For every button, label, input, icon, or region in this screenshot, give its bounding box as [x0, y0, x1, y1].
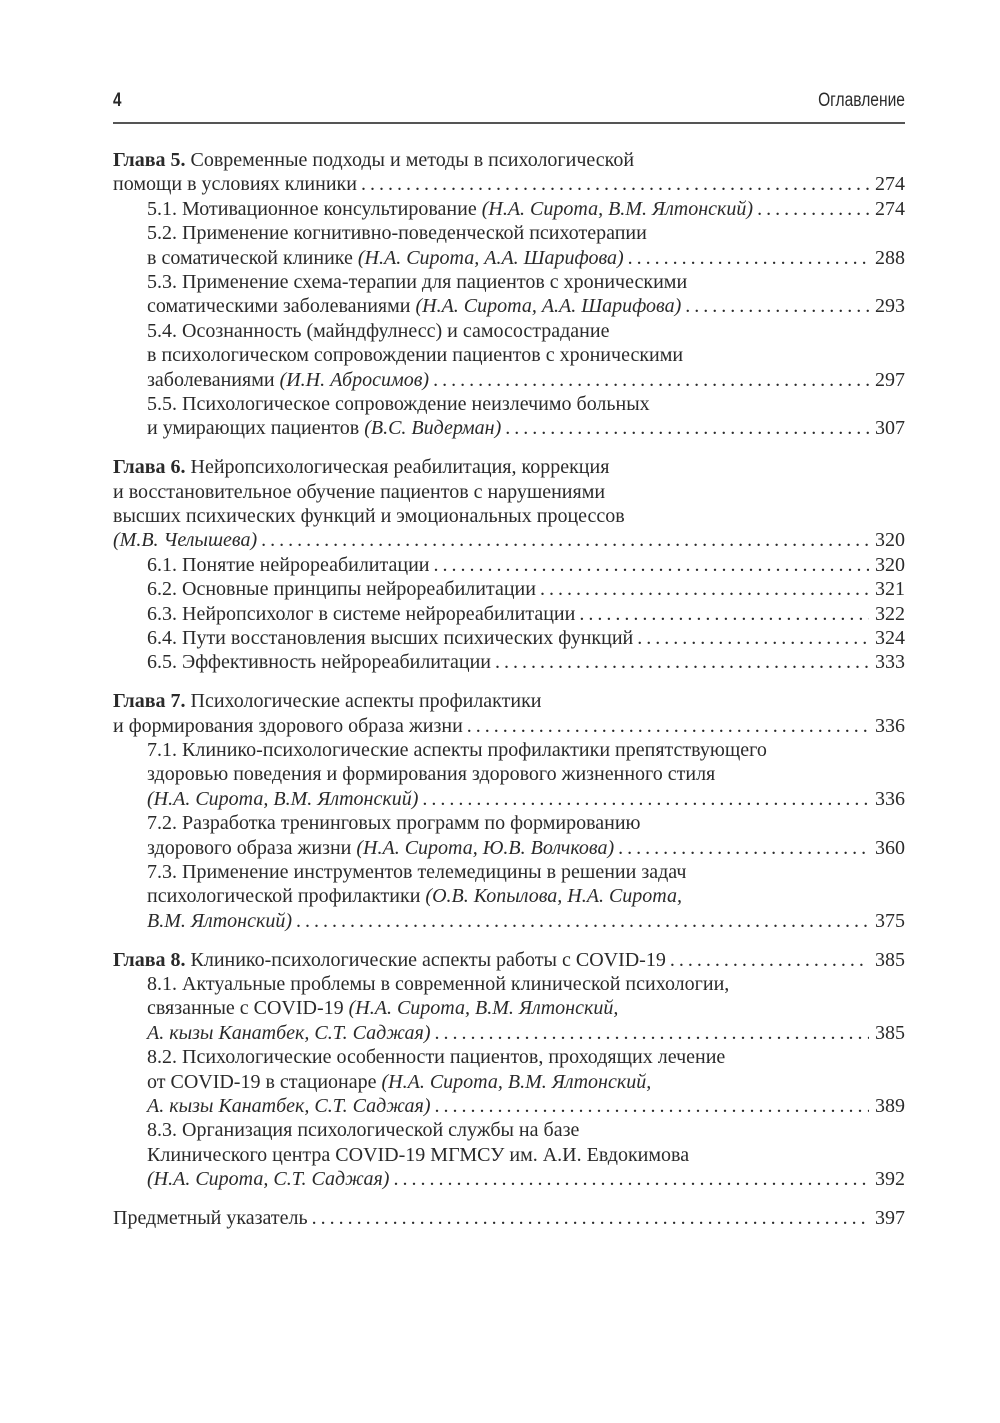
toc-line [113, 1070, 905, 1094]
page-number: 4 [113, 90, 122, 111]
entry-title: в соматической клинике [147, 246, 358, 269]
toc-line [113, 368, 905, 392]
entry-page-number: 288 [875, 246, 905, 269]
toc-line [113, 996, 905, 1020]
entry-title: 5.3. Применение схема-терапии для пациентов с хроническими [147, 270, 688, 293]
toc-line [113, 1045, 905, 1069]
entry-text [147, 787, 418, 811]
entry-text [113, 480, 605, 504]
entry-page-number: 333 [875, 651, 905, 674]
running-title: Оглавление [818, 90, 905, 111]
entry-text [113, 948, 666, 972]
dot-leader [575, 602, 869, 626]
chapter-label: Глава 6. [113, 456, 186, 479]
toc-line [113, 738, 905, 762]
entry-text [147, 392, 650, 416]
entry-page-number: 320 [875, 529, 905, 552]
entry-title: Современные подходы и методы в психологической [190, 149, 635, 171]
entry-text [147, 836, 614, 860]
chapter-label: Глава 5. [113, 149, 186, 171]
toc-subsection-entry[interactable] [113, 577, 905, 601]
entry-page-number: 307 [875, 417, 905, 440]
toc-chapter-entry[interactable] [113, 455, 905, 553]
toc-chapter-entry[interactable] [113, 689, 905, 738]
entry-title: 7.2. Разработка тренинговых программ по формированию [147, 812, 641, 835]
dot-leader [681, 294, 869, 318]
toc-line [113, 762, 905, 786]
entry-title: 8.2. Психологические особенности пациентов, проходящих лечение [147, 1046, 726, 1069]
entry-text [147, 1070, 651, 1094]
toc-section [113, 948, 905, 1192]
entry-page-number: 322 [875, 602, 905, 625]
dot-leader [501, 416, 869, 440]
toc-subsection-entry[interactable] [113, 319, 905, 392]
entry-page-number: 392 [875, 1168, 905, 1191]
dot-leader [308, 1206, 869, 1230]
toc-line [113, 909, 905, 933]
entry-text [147, 319, 609, 343]
entry-title: Нейропсихологическая реабилитация, коррекция [190, 456, 610, 479]
entry-title: 7.3. Применение инструментов телемедицины в решении задач [147, 860, 687, 883]
entry-authors: (Н.А. Сирота, Ю.В. Волчкова) [356, 836, 615, 859]
entry-authors: (Н.А. Сирота, В.М. Ялтонский, [381, 1070, 652, 1093]
entry-page-number: 397 [875, 1207, 905, 1230]
toc-line [113, 1167, 905, 1191]
entry-text [147, 416, 501, 440]
toc-section [113, 148, 905, 441]
toc-line [113, 714, 905, 738]
entry-title: Клинического центра COVID-19 МГМСУ им. А.И. Евдокимова [147, 1143, 690, 1166]
entry-page-number: 375 [875, 909, 905, 932]
toc-line [113, 860, 905, 884]
toc-line [113, 1021, 905, 1045]
entry-title: Предметный указатель [113, 1207, 308, 1230]
dot-leader [614, 836, 869, 860]
entry-authors: (Н.А. Сирота, А.А. Шарифова) [415, 295, 682, 318]
entry-authors: (Н.А. Сирота, В.М. Ялтонский, [348, 997, 619, 1020]
toc-line [113, 836, 905, 860]
entry-title: 6.1. Понятие нейрореабилитации [147, 553, 430, 576]
toc-subsection-entry[interactable] [113, 270, 905, 319]
entry-text [113, 504, 625, 528]
entry-text [147, 1094, 431, 1118]
dot-leader [536, 577, 869, 601]
dot-leader [753, 197, 869, 221]
entry-title: и восстановительное обучение пациентов с нарушениями [113, 480, 606, 503]
entry-page-number: 320 [875, 553, 905, 576]
dot-leader [463, 714, 869, 738]
toc-subsection-entry[interactable] [113, 553, 905, 577]
entry-title: 5.4. Осознанность (майндфулнесс) и самосострадание [147, 319, 610, 342]
entry-page-number: 324 [875, 626, 905, 649]
entry-text [147, 197, 753, 221]
entry-text [147, 996, 618, 1020]
toc-line [113, 689, 905, 713]
toc-subsection-entry[interactable] [113, 738, 905, 811]
toc-line [113, 270, 905, 294]
toc-line [113, 1143, 905, 1167]
entry-page-number: 336 [875, 714, 905, 737]
entry-text [113, 528, 257, 552]
entry-text [147, 811, 641, 835]
entry-page-number: 389 [875, 1094, 905, 1117]
entry-text [147, 343, 683, 367]
toc-line [113, 528, 905, 552]
toc-line [113, 553, 905, 577]
entry-text [113, 714, 463, 738]
toc-line [113, 319, 905, 343]
entry-page-number: 293 [875, 295, 905, 318]
entry-page-number: 385 [875, 948, 905, 971]
entry-authors: (М.В. Челышева) [113, 529, 258, 552]
entry-title: от COVID-19 в стационаре [147, 1070, 382, 1093]
entry-authors: (Н.А. Сирота, С.Т. Саджая) [147, 1168, 390, 1191]
entry-text [147, 1045, 725, 1069]
entry-text [147, 1167, 389, 1191]
toc-line [113, 972, 905, 996]
entry-text [147, 1143, 689, 1167]
entry-text [147, 650, 491, 674]
entry-title: в психологическом сопровождении пациентов с хроническими [147, 344, 684, 367]
entry-title: соматическими заболеваниями [147, 295, 416, 318]
entry-text [147, 762, 715, 786]
toc-line [113, 650, 905, 674]
entry-title: 6.3. Нейропсихолог в системе нейрореабилитации [147, 602, 576, 625]
toc-line [113, 246, 905, 270]
entry-text [147, 270, 687, 294]
entry-text [147, 1118, 579, 1142]
entry-page-number: 321 [875, 578, 905, 601]
dot-leader [418, 787, 869, 811]
toc-line [113, 416, 905, 440]
entry-authors: (О.В. Копылова, Н.А. Сирота, [425, 885, 682, 908]
dot-leader [624, 246, 869, 270]
entry-authors: (Н.А. Сирота, В.М. Ялтонский) [147, 787, 419, 810]
toc-line [113, 392, 905, 416]
chapter-label: Глава 8. [113, 948, 186, 971]
entry-text [147, 221, 647, 245]
chapter-label: Глава 7. [113, 690, 186, 713]
toc-subsection-entry[interactable] [113, 197, 905, 221]
entry-page-number: 336 [875, 787, 905, 810]
entry-title: заболеваниями [147, 368, 280, 391]
entry-text [113, 455, 609, 479]
entry-title: здорового образа жизни [147, 836, 357, 859]
entry-title: 8.1. Актуальные проблемы в современной клинической психологии, [147, 973, 730, 995]
toc-section [113, 689, 905, 933]
dot-leader [429, 368, 869, 392]
toc-chapter-entry[interactable] [113, 948, 905, 972]
entry-text [147, 602, 575, 626]
toc-line [113, 197, 905, 221]
toc-line [113, 948, 905, 972]
toc-subsection-entry[interactable] [113, 602, 905, 626]
entry-title: 6.5. Эффективность нейрореабилитации [147, 651, 491, 674]
entry-text [113, 1206, 308, 1230]
entry-text [147, 972, 729, 996]
entry-title: высших психических функций и эмоциональных процессов [113, 504, 625, 527]
toc-subsection-entry[interactable] [113, 221, 905, 270]
entry-authors: (Н.А. Сирота, В.М. Ялтонский) [481, 197, 754, 220]
toc-chapter-entry[interactable] [113, 148, 905, 197]
entry-page-number: 274 [875, 173, 905, 196]
toc-line [113, 172, 905, 196]
toc-subsection-entry[interactable] [113, 860, 905, 933]
toc-line [113, 787, 905, 811]
toc-line [113, 343, 905, 367]
entry-text [147, 294, 681, 318]
dot-leader [292, 909, 869, 933]
entry-title: психологической профилактики [147, 885, 426, 908]
dot-leader [431, 1021, 870, 1045]
toc-subsection-entry[interactable] [113, 972, 905, 1045]
entry-text [147, 368, 429, 392]
entry-page-number: 297 [875, 368, 905, 391]
running-header [113, 88, 905, 124]
entry-title: и формирования здорового образа жизни [113, 714, 463, 737]
toc-line [113, 577, 905, 601]
table-of-contents [113, 148, 905, 1245]
entry-text [147, 626, 633, 650]
entry-authors: А. кызы Канатбек, С.Т. Саджая) [147, 1094, 431, 1117]
dot-leader [633, 626, 869, 650]
dot-leader [357, 172, 869, 196]
entry-text [147, 577, 536, 601]
toc-line [113, 884, 905, 908]
dot-leader [429, 553, 869, 577]
entry-text [147, 884, 682, 908]
toc-subsection-entry[interactable] [113, 392, 905, 441]
entry-text [113, 172, 357, 196]
entry-title: 6.2. Основные принципы нейрореабилитации [147, 578, 536, 601]
entry-text [147, 738, 767, 762]
toc-line [113, 602, 905, 626]
entry-title: 5.1. Мотивационное консультирование [147, 197, 482, 220]
toc-line [113, 1206, 905, 1230]
toc-section [113, 455, 905, 675]
entry-title: 8.3. Организация психологической службы на базе [147, 1119, 580, 1142]
toc-chapter-entry[interactable] [113, 1206, 905, 1230]
entry-title: Психологические аспекты профилактики [190, 690, 542, 713]
entry-page-number: 274 [875, 197, 905, 220]
entry-text [113, 689, 542, 713]
toc-line [113, 1094, 905, 1118]
toc-line [113, 1118, 905, 1142]
toc-line [113, 294, 905, 318]
entry-authors: (Н.А. Сирота, А.А. Шарифова) [357, 246, 624, 269]
toc-line [113, 811, 905, 835]
entry-title: помощи в условиях клиники [113, 173, 357, 196]
toc-subsection-entry[interactable] [113, 1045, 905, 1118]
entry-authors: А. кызы Канатбек, С.Т. Саджая) [147, 1021, 431, 1044]
dot-leader [491, 650, 869, 674]
entry-title: здоровью поведения и формирования здорового жизненного стиля [147, 763, 716, 786]
entry-authors: (В.С. Видерман) [364, 417, 502, 440]
entry-page-number: 360 [875, 836, 905, 859]
toc-subsection-entry[interactable] [113, 811, 905, 860]
entry-title: и умирающих пациентов [147, 417, 365, 440]
toc-subsection-entry[interactable] [113, 650, 905, 674]
toc-subsection-entry[interactable] [113, 626, 905, 650]
entry-title: Клинико-психологические аспекты работы с COVID-19 [190, 948, 666, 971]
entry-text [147, 553, 429, 577]
entry-text [147, 909, 292, 933]
entry-page-number: 385 [875, 1021, 905, 1044]
toc-section [113, 1206, 905, 1230]
entry-text [113, 148, 634, 172]
toc-line [113, 504, 905, 528]
toc-subsection-entry[interactable] [113, 1118, 905, 1191]
entry-title: 5.5. Психологическое сопровождение неизлечимо больных [147, 392, 650, 415]
dot-leader [257, 528, 869, 552]
dot-leader [431, 1094, 870, 1118]
entry-text [147, 860, 686, 884]
toc-line [113, 148, 905, 172]
toc-line [113, 455, 905, 479]
entry-title: 7.1. Клинико-психологические аспекты профилактики препятствующего [147, 738, 767, 761]
entry-authors: (И.Н. Абросимов) [279, 368, 430, 391]
entry-authors: В.М. Ялтонский) [147, 909, 292, 932]
dot-leader [389, 1167, 869, 1191]
toc-line [113, 480, 905, 504]
toc-line [113, 221, 905, 245]
dot-leader [666, 948, 869, 972]
toc-line [113, 626, 905, 650]
entry-title: связанные с COVID-19 [147, 997, 349, 1020]
entry-text [147, 246, 624, 270]
entry-text [147, 1021, 431, 1045]
entry-title: 5.2. Применение когнитивно-поведенческой психотерапии [147, 222, 647, 245]
entry-title: 6.4. Пути восстановления высших психических функций [147, 626, 634, 649]
